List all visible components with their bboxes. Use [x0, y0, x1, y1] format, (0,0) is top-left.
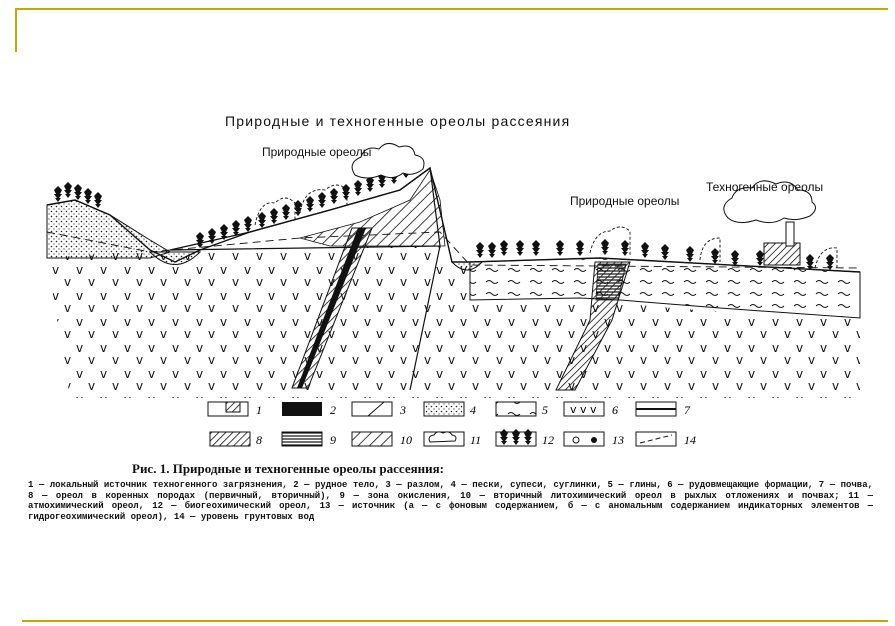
legend-item-3	[352, 402, 406, 417]
legend-item-6	[564, 402, 618, 417]
svg-text:7: 7	[684, 403, 690, 417]
label-natural-halos-right: Природные ореолы	[570, 194, 680, 208]
svg-text:13: 13	[612, 433, 624, 447]
caption-title: Рис. 1. Природные и техногенные ореолы рассеяния:	[132, 461, 444, 476]
legend-item-9	[282, 432, 336, 447]
legend-item-4	[424, 402, 476, 417]
svg-text:10: 10	[400, 433, 412, 447]
legend-item-1	[208, 402, 262, 417]
svg-text:11: 11	[470, 433, 482, 447]
legend-item-12	[496, 429, 554, 447]
label-natural-halos-left: Природные ореолы	[262, 145, 372, 159]
svg-text:v v v: v v v	[570, 403, 597, 416]
svg-text:9: 9	[330, 433, 336, 447]
svg-text:3: 3	[400, 403, 406, 417]
svg-text:4: 4	[470, 403, 476, 417]
svg-text:14: 14	[684, 433, 696, 447]
legend-item-7	[636, 402, 691, 417]
legend-item-13	[564, 432, 624, 447]
diagram-title: Природные и техногенные ореолы рассеяния	[225, 113, 571, 129]
legend-item-5	[496, 402, 548, 417]
legend-item-14	[636, 432, 696, 447]
legend-item-2	[282, 402, 336, 417]
figure-caption	[28, 461, 873, 522]
legend-item-8	[210, 432, 262, 447]
legend-num: 1	[256, 403, 262, 417]
svg-text:8: 8	[256, 433, 262, 447]
legend-item-10	[352, 432, 412, 447]
svg-text:2: 2	[330, 403, 336, 417]
svg-text:5: 5	[542, 403, 548, 417]
label-technogenic-halos: Техногенные ореолы	[706, 180, 824, 194]
caption-body: 1 — локальный источник техногенного загрязнения, 2 — рудное тело, 3 — разлом, 4 — пески, супеси, суглинки, 5 — глины, 6 — рудовмещающие формации, 7 — почва, 8 — ореол в коренных породах (первичный, вторичный), 9 — зона окисления, 10 — вторичный литохимический ореол в рыхлых отложениях и почвах; 11 — атмохимический ореол, 12 — биогеохимический ореол, 13 — источник (а — с фоновым содержанием, б — с аномальным содержанием индикаторных элементов — гидрогеохимический ореол), 14 — уровень грунтовых вод	[28, 480, 873, 522]
svg-text:12: 12	[542, 433, 554, 447]
legend-item-11	[424, 432, 481, 447]
svg-text:6: 6	[612, 403, 618, 417]
